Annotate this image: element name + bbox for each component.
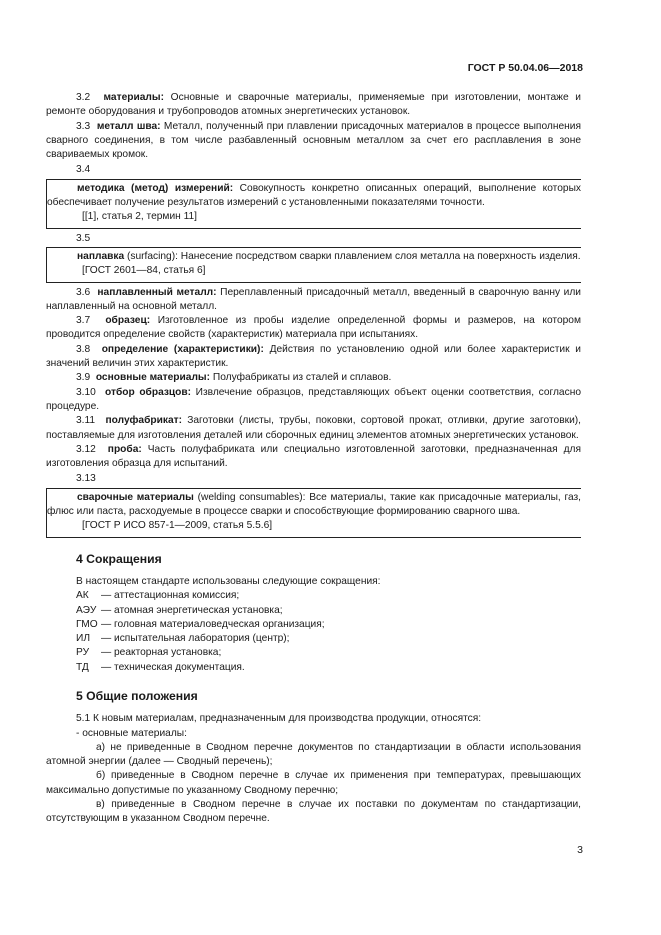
term-3-11: 3.11 полуфабрикат: Заготовки (листы, трубы, поковки, сортовой прокат, отливки, другие заготовки), поставляемые для изготовления деталей или сборочных единиц элементов атомных энергетических установок. (46, 415, 581, 441)
term-3-4-reference: [[1], статья 2, термин 11] (82, 211, 197, 223)
abbrev-item: ГМО — головная материаловедческая организация; (76, 618, 325, 630)
section-4-heading: 4 Сокращения (76, 551, 162, 566)
term-3-13: сварочные материалы (welding consumables): Все материалы, такие как присадочные материалы, газ, флюс или паста, расходуемые в процессе сварки и способствующие формированию сварного шва. (47, 491, 582, 518)
term-3-4-number: 3.4 (76, 164, 91, 176)
term-3-5-reference: [ГОСТ 2601—84, статья 6] (82, 265, 206, 277)
term-3-8: 3.8 определение (характеристики): Действия по установлению одной или более характеристик и значений величин этих характеристик. (46, 343, 581, 370)
section-4-intro: В настоящем стандарте использованы следующие сокращения: (76, 575, 381, 587)
abbrev-item: ИЛ — испытательная лаборатория (центр); (76, 633, 290, 645)
abbrev-item: РУ — реакторная установка; (76, 647, 222, 659)
term-3-4: методика (метод) измерений: Совокупность конкретно описанных операций, выполнение которых обеспечивает получение результатов измерений с установленными показателями точности. (47, 182, 581, 209)
term-3-5-number: 3.5 (76, 232, 91, 244)
list-item-b: б) приведенные в Сводном перечне в случае их применения при температурах, превышающих максимально допустимые по указанному Сводному перечню; (46, 770, 581, 796)
page-content (46, 91, 581, 827)
term-3-6: 3.6 наплавленный металл: Переплавленный присадочный металл, введенный в сварочную ванну или наплавленный на основной металл. (46, 286, 581, 312)
term-3-2: 3.2 материалы: Основные и сварочные материалы, применяемые при изготовлении, монтаже и ремонте оборудования и трубопроводов атомных энергетических установок. (46, 92, 581, 118)
term-3-3: 3.3 металл шва: Металл, полученный при плавлении присадочных материалов в процессе выполнения сварного соединения, в том числе разбавленный основным металлом за счет его расплавления в зоне свариваемых кромок. (46, 120, 581, 161)
term-3-13-number: 3.13 (76, 473, 96, 485)
abbrev-item: ТД — техническая документация. (76, 661, 245, 673)
section-5-heading: 5 Общие положения (76, 688, 198, 703)
list-dash-item: - основные материалы: (76, 727, 187, 739)
list-item-a: а) не приведенные в Сводном перечне документов по стандартизации в области использования атомной энергии (далее — Сводный перечень); (46, 741, 581, 768)
page-number: 3 (577, 844, 583, 856)
abbrev-item: АЭУ — атомная энергетическая установка; (76, 604, 283, 616)
term-3-12: 3.12 проба: Часть полуфабриката или специально изготовленной заготовки, предназначенная для изготовления образца для испытаний. (46, 443, 581, 470)
term-3-13-frame (46, 488, 581, 538)
standard-header: ГОСТ Р 50.04.06—2018 (467, 62, 583, 74)
term-3-5: наплавка (surfacing): Нанесение посредством сварки плавлением слоя металла на поверхность изделия. (77, 250, 581, 262)
term-3-4-frame (46, 179, 581, 229)
term-3-10: 3.10 отбор образцов: Извлечение образцов, представляющих объект оценки соответствия, согласно процедуре. (46, 386, 581, 412)
abbrev-item: АК — аттестационная комиссия; (76, 590, 240, 602)
list-item-c: в) приведенные в Сводном перечне в случае их поставки по документам по стандартизации, отсутствующим в указанном Сводном перечне. (46, 799, 581, 825)
term-3-7: 3.7 образец: Изготовленное из пробы изделие определенной формы и размеров, на котором проводится определение свойств (характеристик) материала при испытаниях. (46, 315, 581, 341)
term-3-9: 3.9 основные материалы: Полуфабрикаты из сталей и сплавов. (76, 372, 392, 384)
clause-5-1: 5.1 К новым материалам, предназначенным для производства продукции, относятся: (76, 713, 482, 725)
term-3-5-frame (46, 247, 581, 283)
term-3-13-reference: [ГОСТ Р ИСО 857-1—2009, статья 5.5.6] (82, 520, 273, 532)
